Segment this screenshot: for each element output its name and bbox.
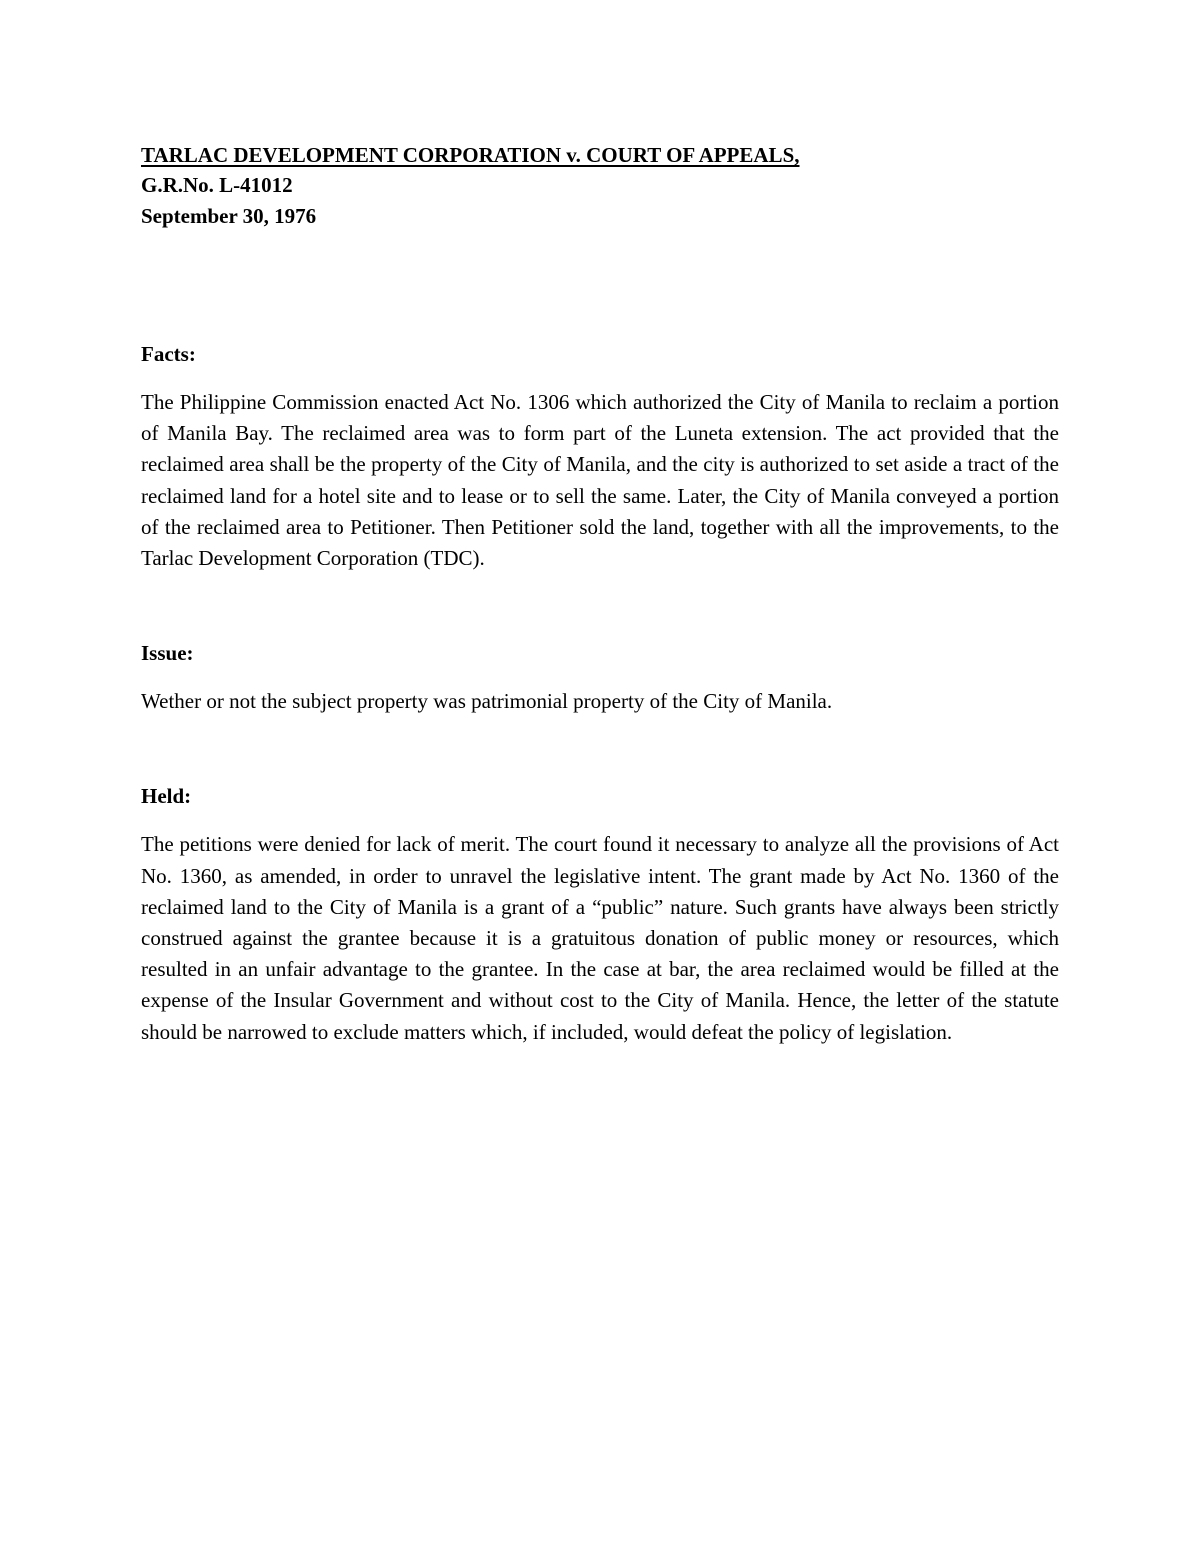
facts-paragraph: The Philippine Commission enacted Act No. 1306 which authorized the City of Manila to reclaim a portion of Manila Bay. The reclaimed area was to form part of the Luneta extension. The act provided that the reclaimed area shall be the property of the City of Manila, and the city is authorized to set aside a tract of the reclaimed land for a hotel site and to lease or to sell the same. Later, the City of Manila conveyed a portion of the reclaimed area to Petitioner. Then Petitioner sold the land, together with all the improvements, to the Tarlac Development Corporation (TDC). [141,390,1059,571]
held-paragraph: The petitions were denied for lack of merit. The court found it necessary to analyze all the provisions of Act No. 1360, as amended, in order to unravel the legislative intent. The grant made by Act No. 1360 of the reclaimed land to the City of Manila is a grant of a “public” nature. Such grants have always been strictly construed against the grantee because it is a gratuitous donation of public money or resources, which resulted in an unfair advantage to the grantee. In the case at bar, the area reclaimed would be filled at the expense of the Insular Government and without cost to the City of Manila. Hence, the letter of the statute should be narrowed to exclude matters which, if included, would defeat the policy of legislation. [141,832,1059,1044]
held-heading: Held: [141,784,192,809]
document-page [141,140,1059,1048]
issue-paragraph: Wether or not the subject property was patrimonial property of the City of Manila. [141,689,833,714]
held-section [141,781,1059,1047]
decision-date: September 30, 1976 [141,204,317,228]
case-title: TARLAC DEVELOPMENT CORPORATION v. COURT OF APPEALS, [141,143,800,167]
facts-section [141,339,1059,574]
facts-heading: Facts: [141,342,196,366]
gr-number: G.R.No. L-41012 [141,173,293,197]
issue-section [141,638,1059,717]
case-header [141,140,1059,232]
issue-heading: Issue: [141,641,194,666]
